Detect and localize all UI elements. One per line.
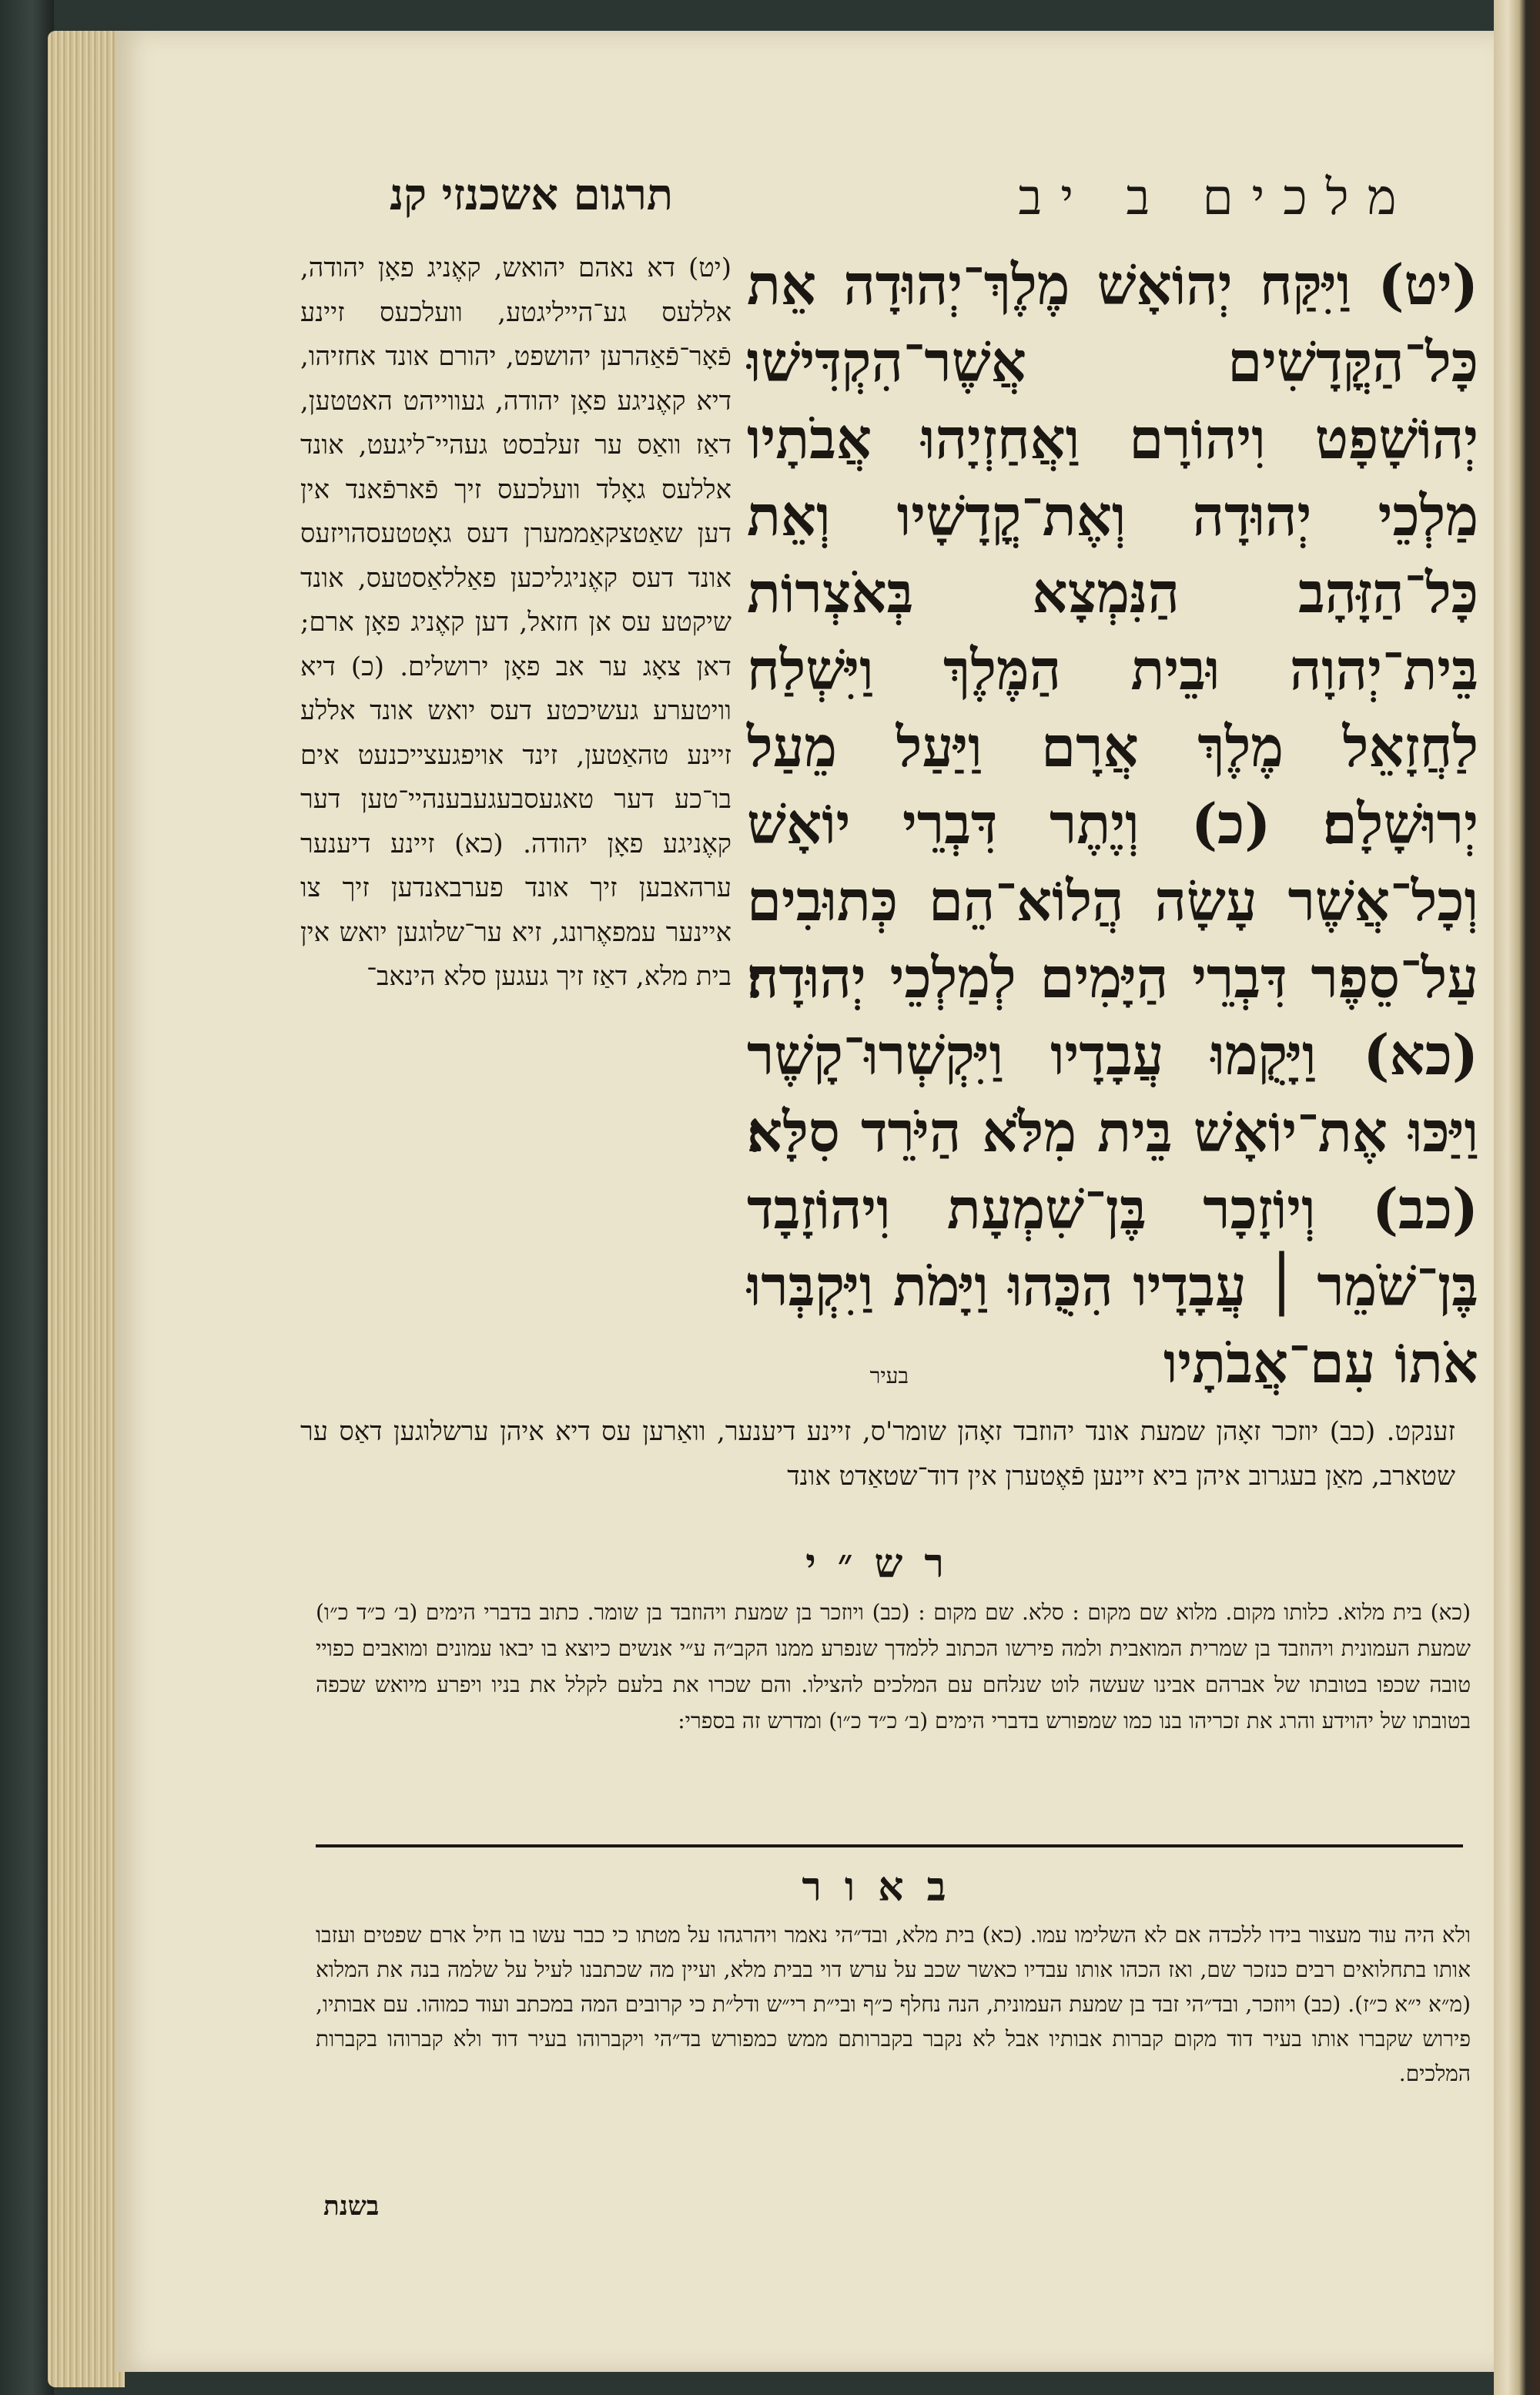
- targum-column: (יט) דא נאהם יהואש, קאֶניג פאָן יהודה, אללעס גע־הייליגטע, וועלכעס זיינע פֿאָר־פֿאַהרען יהושפט, יהורם אונד אחזיהו, דיא קאֶניגע פאָן יהודה, געווייהט האטטען, דאַז וואַס ער זעלבסט געהיי־ליגעט, אונד אללעס גאָלד וועלכעס זיך פֿארפֿאנד אין דען שאַטצקאַממערן דעס גאָטטעסהויזעס אונד דעס קאֶניגליכען פאַללאַסטעס, אונד שיקטע עס אן חזאל, דען קאֶניג פאָן ארם; דאן צאָג ער אב פאָן ירושלים. (כ) דיא וויטערע געשיכטע דעס יואש אונד אללע זיינע טהאַטען, זינד אויפגעצייכנעט אים בו־כע דער טאגעסבעגעבענהיי־טען דער קאֶניגע פאָן יהודה. (כא) זיינע דיענער ערהאבען זיך אונד פערבאנדען זיך צו איינער עמפאֶרונג, זיא ער־שלוגען יואש אין בית מלא, דאַז זיך געגען סלא הינאב־: [300, 253, 732, 992]
- running-head-targum: תרגום אשכנזי קנ: [389, 169, 674, 220]
- biur-commentary: ולא היה עוד מעצור בידו ללכדה אם לא השלימו עמו. (כא) בית מלא, ובד״הי נאמר ויהרגהו על מטתו כי כבר עשו בו חיל ארם שפטים ועזבו אותו בתחלואים רבים כנזכר שם, ואז הכהו אותו עבדיו כאשר שכב על ערש דוי בבית מלא, ועיין מה שכתבנו לעיל על שלמה בנה את המלוא (מ״א י״א כ״ז). (כב) ויוזכר, ובד״הי זבד בן שמעת העמונית, הנה נחלף כ״ף ובי״ת רי״ש ודל״ת כי קרובים המה במכתב ועוד כמוהו. עם אבותיו, פירוש שקברו אותו בעיר דוד מקום קברות אבותיו אבל לא נקבר בקברותם ממש כמפורש בד״הי ויקברוהו בעיר דוד ולא קברוהו בקברות המלכים.: [316, 1922, 1471, 2086]
- running-head-book: מלכים ב יב: [1018, 169, 1415, 226]
- rashi-commentary: (כא) בית מלוא. כלותו מקום. מלוא שם מקום : סלא. שם מקום : (כב) ויוזכר בן שמעת ויהוזבד בן שומר. כתוב בדברי הימים (ב׳ כ״ד כ״ו) שמעת העמונית ויהוזבד בן שמרית המואבית ולמה פירשו הכתוב ללמדך שנפרע ממנו הקב״ה ע״י אנשים כיוצא בו יבאו עמונים ומואבים כפויי טובה שכפו בטובתו של אברהם אבינו שעשה לוט שנלחם עם המלכים להצילו. והם שכרו את בלעם לקלל את בניו ויפרע מיואש שכפה בטובתו של יהוידע והרג את זכריהו בנו כמו שמפורש בדברי הימים (ב׳ כ״ד כ״ו) ומדרש זה בספרי:: [316, 1599, 1471, 1733]
- rashi-heading: רש״י: [805, 1540, 966, 1587]
- book-page: [116, 31, 1494, 2372]
- hebrew-text-column: (יט) וַיִּקַּח יְהוֹאָשׁ מֶלֶךְ־יְהוּדָה אֵת כָּל־הַקֳּדָשִׁים אֲשֶׁר־הִקְדִּישׁוּ יְהוֹשָׁפָט וִיהוֹרָם וַאֲחַזְיָהוּ אֲבֹתָיו מַלְכֵי יְהוּדָה וְאֶת־קֳדָשָׁיו וְאֵת כָּל־הַזָּהָב הַנִּמְצָא בְּאֹצְרוֹת בֵּית־יְהוָה וּבֵית הַמֶּלֶךְ וַיִּשְׁלַח לַחֲזָאֵל מֶלֶךְ אֲרָם וַיַּעַל מֵעַל יְרוּשָׁלָם׃ (כ) וְיֶתֶר דִּבְרֵי יוֹאָשׁ וְכָל־אֲשֶׁר עָשָׂה הֲלוֹא־הֵם כְּתוּבִים עַל־סֵפֶר דִּבְרֵי הַיָּמִים לְמַלְכֵי יְהוּדָה׃ (כא) וַיָּקֻמוּ עֲבָדָיו וַיִּקְשְׁרוּ־קָשֶׁר וַיַּכּוּ אֶת־יוֹאָשׁ בֵּית מִלֹּא הַיֹּרֵד סִלָּא׃ (כב) וְיוֹזָכָר בֶּן־שִׁמְעָת וִיהוֹזָבָד בֶּן־שֹׁמֵר ׀ עֲבָדָיו הִכֻּהוּ וַיָּמֹת וַיִּקְבְּרוּ אֹתוֹ עִם־אֲבֹתָיו: [747, 252, 1478, 1395]
- book-cover-right: [1494, 0, 1540, 2395]
- book-cover-left: [0, 0, 54, 2395]
- catchword: בעיר: [869, 1363, 909, 1388]
- footer-catchword: בשנת: [323, 2191, 380, 2222]
- biur-heading: באור: [802, 1864, 969, 1911]
- page-edges: [48, 31, 125, 2387]
- targum-continuation: זענקט. (כב) יוזכר זאָהן שמעת אונד יהוזבד זאָהן שומר'ס, זיינע דיענער, וואַרען עס דיא איהן ערשלוגען דאַס ער שטארב, מאַן בעגרוב איהן ביא זיינען פֿאֶטערן אין דוד־שטאַדט אונד: [300, 1416, 1455, 1492]
- section-divider: [316, 1844, 1463, 1847]
